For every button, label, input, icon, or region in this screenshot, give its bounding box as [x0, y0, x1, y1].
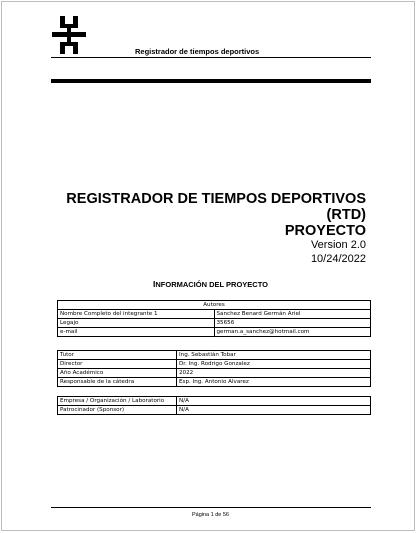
row-value: Dr. Ing. Rodrigo Gonzalez [177, 360, 371, 369]
document-version: Version 2.0 [310, 239, 366, 251]
authors-header: Autores [58, 301, 371, 310]
table-row [58, 378, 371, 387]
authors-table [57, 300, 371, 337]
footer-divider [51, 507, 371, 508]
table-row [58, 301, 371, 310]
table-row [58, 328, 371, 337]
document-date: 10/24/2022 [310, 253, 366, 265]
document-page [1, 1, 415, 531]
row-value: Sanchez Benard Germán Ariel [214, 310, 371, 319]
row-value: N/A [177, 397, 371, 406]
row-label: Patrocinador (Sponsor) [58, 406, 177, 415]
header-title: Registrador de tiempos deportivos [135, 47, 260, 56]
row-value: 35656 [214, 319, 371, 328]
row-label: Tutor [58, 351, 177, 360]
row-label: e-mail [58, 328, 215, 337]
header-thick-divider [51, 79, 371, 83]
table-row [58, 319, 371, 328]
table-row [58, 360, 371, 369]
row-label: Nombre Completo del integrante 1 [58, 310, 215, 319]
title-line-3: PROYECTO [284, 223, 366, 239]
header-divider [51, 57, 371, 58]
row-label: Legajo [58, 319, 215, 328]
title-line-2: (RTD) [326, 207, 366, 223]
heading-initial: I [152, 279, 156, 289]
row-label: Responsable de la cátedra [58, 378, 177, 387]
row-value: N/A [177, 406, 371, 415]
table-row [58, 397, 371, 406]
row-value: Esp. Ing. Antonio Alvarez [177, 378, 371, 387]
table-row [58, 406, 371, 415]
heading-rest: NFORMACIÓN DEL PROYECTO [155, 280, 269, 289]
row-label: Empresa / Organización / Laboratorio [58, 397, 177, 406]
table-row [58, 369, 371, 378]
table-row [58, 351, 371, 360]
document-title [66, 191, 366, 239]
row-value: 2022 [177, 369, 371, 378]
title-line-1: REGISTRADOR DE TIEMPOS DEPORTIVOS [66, 191, 366, 207]
row-label: Año Académico [58, 369, 177, 378]
row-value: german.a_sanchez@hotmail.com [214, 328, 371, 337]
university-logo-icon [52, 16, 86, 54]
page-number: Página 1 de 56 [191, 512, 229, 518]
company-table [57, 396, 371, 415]
table-row [58, 310, 371, 319]
row-label: Director [58, 360, 177, 369]
project-info-heading [2, 279, 417, 289]
row-value: Ing. Sebastián Tobar [177, 351, 371, 360]
staff-table [57, 350, 371, 387]
